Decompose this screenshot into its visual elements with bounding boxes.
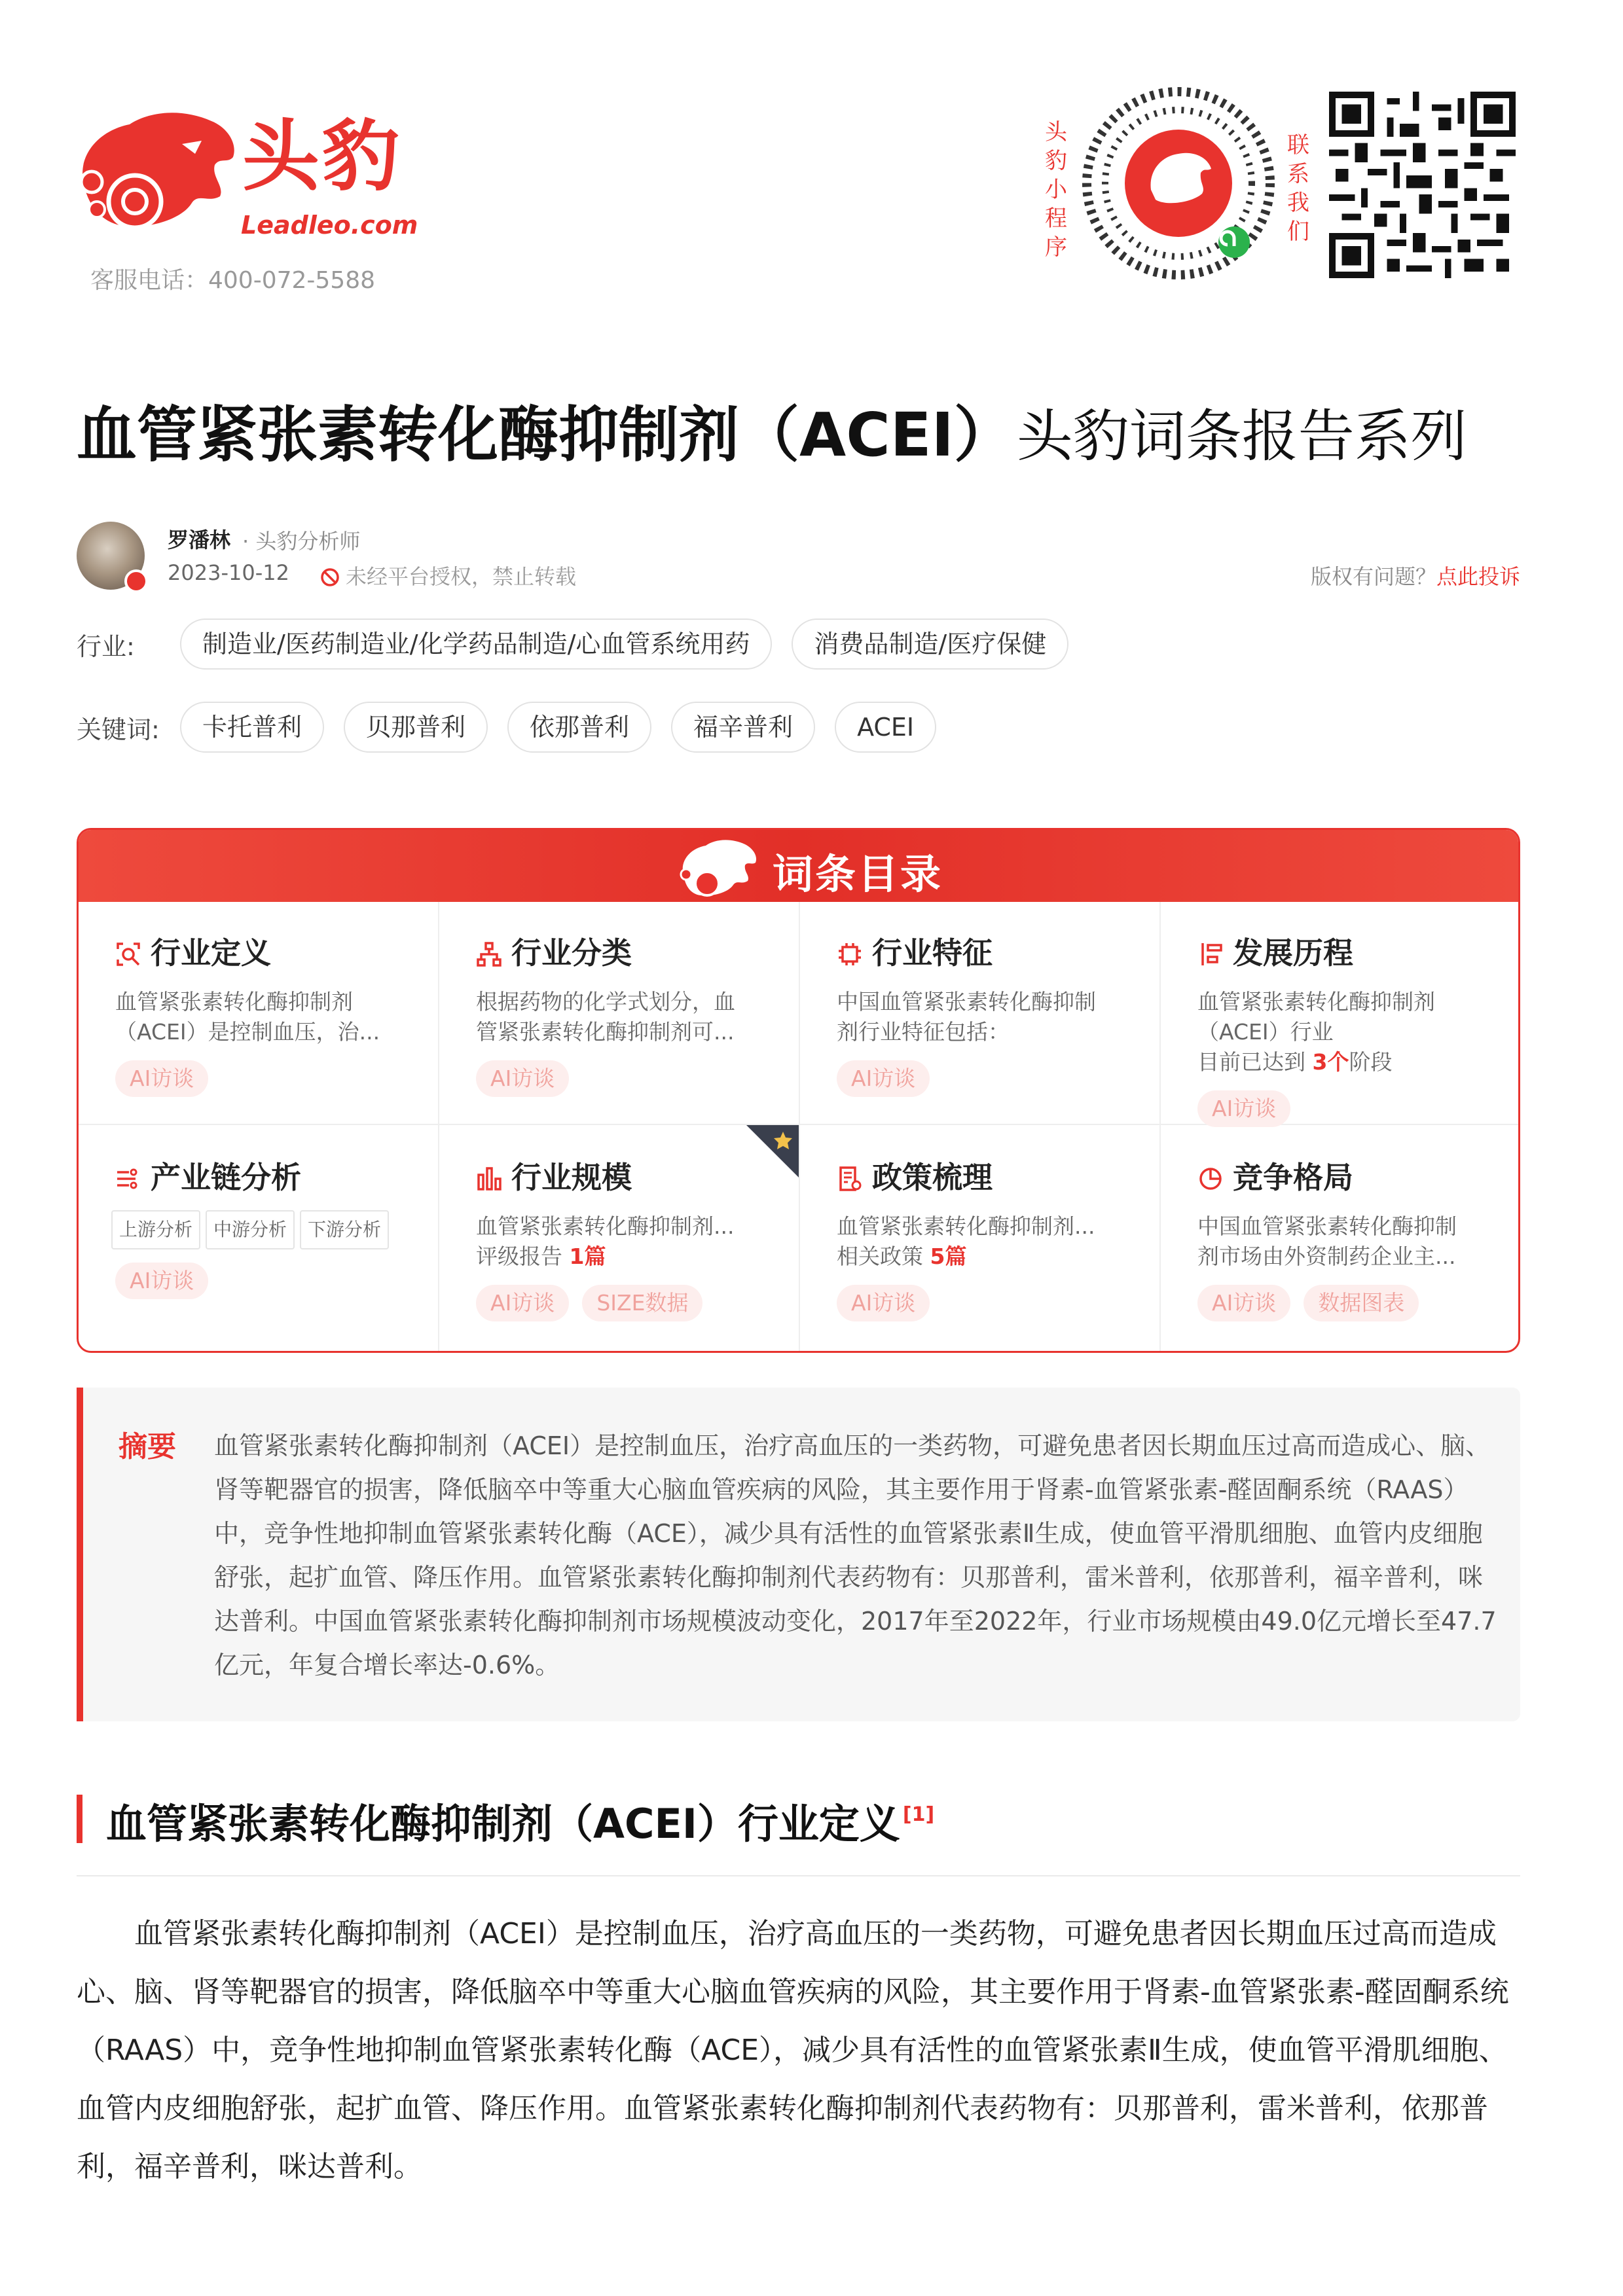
ai-interview-pill[interactable]: AI访谈 <box>837 1060 930 1097</box>
toc-item-desc-line: 血管紧张素转化酶抑制剂... <box>837 1213 1095 1239</box>
keyword-tag[interactable]: 依那普利 <box>507 702 651 753</box>
policy-prefix: 相关政策 <box>837 1244 930 1269</box>
midstream-tab[interactable]: 中游分析 <box>206 1210 295 1249</box>
toc-item-desc <box>1197 1211 1520 1272</box>
toc-item-title <box>1197 933 1520 973</box>
magnifier-frame-icon <box>115 941 141 967</box>
size-data-pill[interactable]: SIZE数据 <box>582 1285 702 1321</box>
toc-item-title-text: 行业分类 <box>511 935 632 971</box>
hierarchy-icon <box>476 941 502 967</box>
toc-item-desc-line: 剂行业特征包括： <box>837 1019 1010 1045</box>
toc-item-features[interactable] <box>800 902 1161 1125</box>
leopard-logo-icon <box>71 105 241 242</box>
verified-badge-icon <box>124 569 148 593</box>
stage-count: 3个 <box>1312 1049 1349 1075</box>
prohibited-icon <box>319 567 340 588</box>
abstract-box <box>77 1388 1520 1721</box>
timeline-icon <box>1197 941 1224 967</box>
toc-item-desc-line: 管紧张素转化酶抑制剂可... <box>476 1019 735 1045</box>
report-count: 1篇 <box>569 1244 606 1269</box>
section-divider <box>77 1875 1520 1876</box>
contact-us-label: 联系我们 <box>1287 132 1309 245</box>
toc-item-title-text: 发展历程 <box>1233 935 1353 971</box>
keyword-tag[interactable]: 卡托普利 <box>180 702 324 753</box>
complain-link[interactable]: 点此投诉 <box>1436 564 1520 589</box>
toc-item-title <box>115 933 438 973</box>
toc-item-desc <box>837 1211 1159 1272</box>
toc-item-desc <box>476 1211 799 1272</box>
copyright-notice <box>1311 560 1520 590</box>
star-corner-icon <box>746 1125 799 1177</box>
toc-item-desc-line: 剂市场由外资制药企业主... <box>1197 1244 1456 1269</box>
chip-icon <box>837 941 863 967</box>
toc-item-title-text: 行业特征 <box>872 935 993 971</box>
toc-title: 词条目录 <box>773 850 943 898</box>
qr-code-icon[interactable] <box>1329 92 1516 278</box>
report-title <box>77 399 1467 471</box>
ai-interview-pill[interactable]: AI访谈 <box>476 1285 569 1321</box>
ai-interview-pill[interactable]: AI访谈 <box>1197 1090 1290 1127</box>
upstream-tab[interactable]: 上游分析 <box>111 1210 200 1249</box>
keyword-tag[interactable]: ACEI <box>835 702 936 753</box>
abstract-text: 血管紧张素转化酶抑制剂（ACEI）是控制血压，治疗高血压的一类药物，可避免患者因长期血压过高而造成心、脑、肾等靶器官的损害，降低脑卒中等重大心脑血管疾病的风险，其主要作用于肾素-血管紧张素-醛固酮系统（RAAS）中，竞争性地抑制血管紧张素转化酶（ACE），减少具有活性的血管紧张素Ⅱ生成，使血管平滑肌细胞、血管内皮细胞舒张，起扩血管、降压作用。血管紧张素转化酶抑制剂代表药物有：贝那普利，雷米普利，依那普利，福辛普利，咪达普利。中国血管紧张素转化酶抑制剂市场规模波动变化，2017年至2022年，行业市场规模由49.0亿元增长至47.7亿元，年复合增长率达-0.6%。 <box>214 1431 1497 1679</box>
toc-item-desc-line: 血管紧张素转化酶抑制剂 <box>115 989 353 1014</box>
toc-item-definition[interactable] <box>79 902 439 1125</box>
publish-date: 2023-10-12 <box>168 560 289 585</box>
keyword-label: 关键词: <box>77 715 160 744</box>
toc-item-desc-line: （ACEI）行业 <box>1197 1019 1334 1045</box>
brand-name: 头豹 <box>242 111 403 202</box>
toc-item-title-text: 政策梳理 <box>872 1160 993 1195</box>
data-chart-pill[interactable]: 数据图表 <box>1304 1285 1419 1321</box>
toc-item-policy[interactable] <box>800 1125 1161 1353</box>
author-name[interactable]: 罗潘林 <box>168 528 231 552</box>
leopard-logo-icon <box>674 835 759 901</box>
ai-interview-pill[interactable]: AI访谈 <box>115 1060 208 1097</box>
toc-item-desc-line: 血管紧张素转化酶抑制剂 <box>1197 989 1435 1014</box>
toc-item-desc-line: 根据药物的化学式划分，血 <box>476 989 735 1014</box>
toc-header <box>79 830 1518 902</box>
toc-item-desc-line: 血管紧张素转化酶抑制剂... <box>476 1213 735 1239</box>
no-repost-notice <box>319 560 576 590</box>
toc-item-title <box>1197 1158 1520 1197</box>
table-of-contents <box>77 828 1520 1353</box>
mini-program-code-icon[interactable] <box>1080 85 1277 281</box>
toc-item-title-text: 行业定义 <box>151 935 271 971</box>
keyword-tag[interactable]: 贝那普利 <box>344 702 488 753</box>
service-phone: 客服电话：400-072-5588 <box>90 267 376 294</box>
toc-item-scale[interactable] <box>439 1125 800 1353</box>
toc-item-history[interactable] <box>1161 902 1520 1125</box>
industry-label: 行业: <box>77 632 135 661</box>
copyright-question: 版权有问题？ <box>1310 564 1436 589</box>
section-body: 血管紧张素转化酶抑制剂（ACEI）是控制血压，治疗高血压的一类药物，可避免患者因长期血压过高而造成心、脑、肾等靶器官的损害，降低脑卒中等重大心脑血管疾病的风险，其主要作用于肾素-血管紧张素-醛固酮系统（RAAS）中，竞争性地抑制血管紧张素转化酶（ACE），减少具有活性的血管紧张素Ⅱ生成，使血管平滑肌细胞、血管内皮细胞舒张，起扩血管、降压作用。血管紧张素转化酶抑制剂代表药物有：贝那普利，雷米普利，依那普利，福辛普利，咪达普利。 <box>77 1917 1509 2183</box>
ai-interview-pill[interactable]: AI访谈 <box>476 1060 569 1097</box>
toc-item-desc-line: 中国血管紧张素转化酶抑制 <box>837 989 1096 1014</box>
toc-item-desc <box>115 987 438 1047</box>
toc-item-chain[interactable] <box>79 1125 439 1353</box>
brand-url[interactable]: Leadleo.com <box>241 211 418 240</box>
mini-program-label: 头豹小程序 <box>1045 119 1067 260</box>
chain-icon <box>115 1166 141 1192</box>
pie-chart-icon <box>1197 1166 1224 1192</box>
toc-item-title-text: 产业链分析 <box>151 1160 301 1195</box>
toc-item-title <box>115 1158 438 1197</box>
toc-item-desc <box>476 987 799 1047</box>
toc-item-desc-line <box>476 1242 799 1272</box>
toc-item-title <box>476 933 799 973</box>
stage-suffix: 阶段 <box>1349 1049 1393 1075</box>
bar-chart-icon <box>476 1166 502 1192</box>
toc-item-competition[interactable] <box>1161 1125 1520 1353</box>
ai-interview-pill[interactable]: AI访谈 <box>115 1263 208 1299</box>
toc-item-desc <box>1197 987 1520 1077</box>
ai-interview-pill[interactable]: AI访谈 <box>837 1285 930 1321</box>
report-prefix: 评级报告 <box>476 1244 570 1269</box>
toc-item-title-text: 行业规模 <box>511 1160 632 1195</box>
section-accent-bar <box>77 1795 82 1843</box>
keyword-tag[interactable]: 福辛普利 <box>671 702 815 753</box>
reference-marker[interactable]: [1] <box>902 1803 935 1826</box>
author-role: · 头豹分析师 <box>242 529 361 554</box>
industry-tag[interactable]: 消费品制造/医疗保健 <box>792 619 1068 670</box>
downstream-tab[interactable]: 下游分析 <box>300 1210 389 1249</box>
toc-item-title-text: 竞争格局 <box>1233 1160 1353 1195</box>
document-icon <box>837 1166 863 1192</box>
toc-item-desc <box>837 987 1159 1047</box>
industry-row <box>77 619 1088 670</box>
section-title-text: 血管紧张素转化酶抑制剂（ACEI）行业定义 <box>106 1800 900 1848</box>
no-repost-text: 未经平台授权，禁止转载 <box>346 564 577 589</box>
toc-item-desc-line <box>837 1242 1159 1272</box>
toc-item-title <box>837 933 1159 973</box>
toc-item-desc-line: （ACEI）是控制血压，治... <box>115 1019 380 1045</box>
report-title-series: 头豹词条报告系列 <box>1016 404 1467 469</box>
policy-count: 5篇 <box>930 1244 967 1269</box>
section-title <box>106 1791 934 1850</box>
report-title-main: 血管紧张素转化酶抑制剂（ACEI） <box>77 400 1014 470</box>
abstract-label: 摘要 <box>119 1430 176 1463</box>
stage-prefix: 目前已达到 <box>1197 1049 1313 1075</box>
toc-item-title <box>837 1158 1159 1197</box>
keyword-row <box>77 702 956 753</box>
toc-item-desc-line <box>1197 1047 1520 1077</box>
toc-item-classification[interactable] <box>439 902 800 1125</box>
industry-tag[interactable]: 制造业/医药制造业/化学药品制造/心血管系统用药 <box>180 619 772 670</box>
toc-item-desc-line: 中国血管紧张素转化酶抑制 <box>1197 1213 1457 1239</box>
ai-interview-pill[interactable]: AI访谈 <box>1197 1285 1290 1321</box>
